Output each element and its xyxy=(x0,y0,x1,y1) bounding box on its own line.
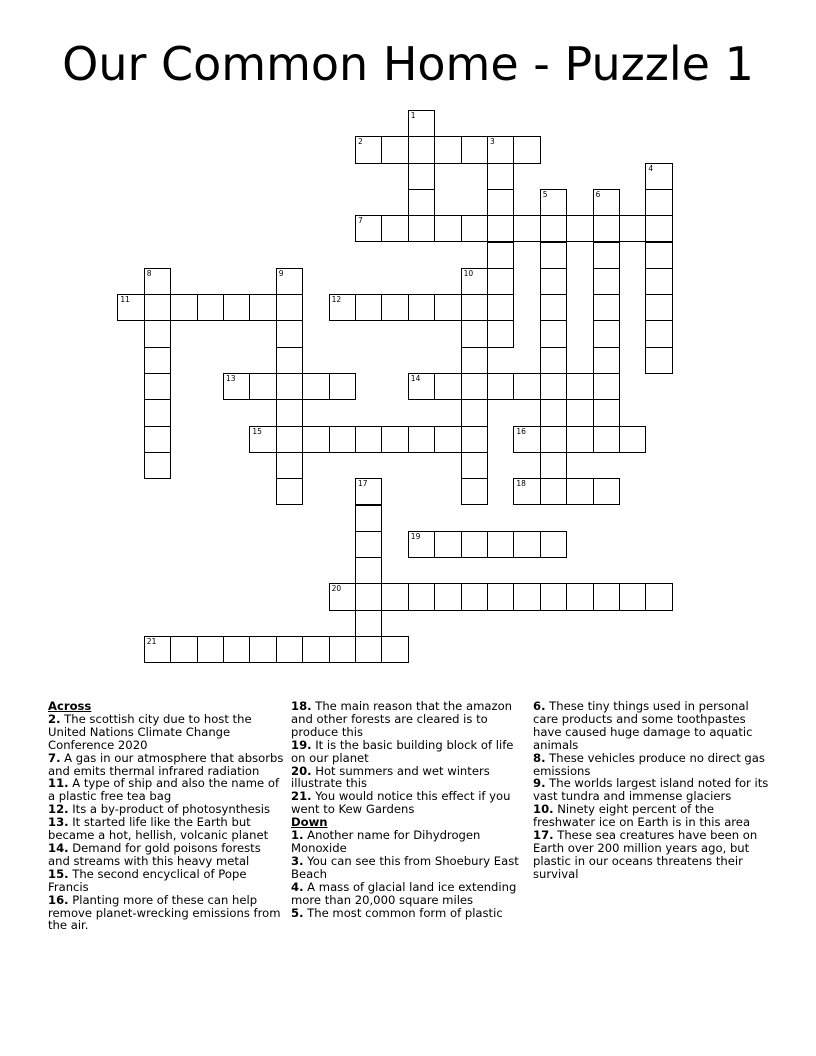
clue-number-label: 14. xyxy=(48,840,69,855)
grid-cell[interactable] xyxy=(144,294,171,321)
clue-text: Planting more of these can help remove planet-wrecking emissions from the air. xyxy=(48,892,281,933)
grid-cell[interactable] xyxy=(276,426,303,453)
grid-cell[interactable] xyxy=(461,399,488,426)
clue-number: 2 xyxy=(358,137,363,147)
grid-cell[interactable] xyxy=(170,294,197,321)
grid-cell[interactable] xyxy=(144,636,171,663)
grid-cell[interactable] xyxy=(355,557,382,584)
grid-cell[interactable] xyxy=(593,478,620,505)
clue-number-label: 5. xyxy=(291,905,304,920)
grid-cell[interactable] xyxy=(381,426,408,453)
clue-number-label: 8. xyxy=(533,750,546,765)
grid-cell[interactable] xyxy=(249,294,276,321)
clue-down xyxy=(291,829,527,855)
grid-cell[interactable] xyxy=(487,136,514,163)
grid-cell[interactable] xyxy=(434,583,461,610)
grid-cell[interactable] xyxy=(461,373,488,400)
clues-column-1 xyxy=(48,700,284,932)
grid-cell[interactable] xyxy=(329,373,356,400)
grid-cell[interactable] xyxy=(540,399,567,426)
grid-cell[interactable] xyxy=(461,320,488,347)
grid-cell[interactable] xyxy=(593,320,620,347)
grid-cell[interactable] xyxy=(355,610,382,637)
clue-text: The most common form of plastic xyxy=(303,905,503,920)
clue-number: 8 xyxy=(146,268,152,278)
grid-cell[interactable] xyxy=(223,294,250,321)
grid-cell[interactable] xyxy=(276,268,303,295)
grid-cell[interactable] xyxy=(434,426,461,453)
grid-cell[interactable] xyxy=(540,268,567,295)
clue-number: 11 xyxy=(120,295,130,305)
grid-cell[interactable] xyxy=(461,452,488,479)
grid-cell[interactable] xyxy=(408,163,435,190)
clue-down xyxy=(533,829,769,881)
grid-cell[interactable] xyxy=(381,583,408,610)
grid-cell[interactable] xyxy=(487,189,514,216)
clue-number-label: 3. xyxy=(291,853,304,868)
grid-cell[interactable] xyxy=(223,636,250,663)
grid-cell[interactable] xyxy=(329,294,356,321)
grid-cell[interactable] xyxy=(513,531,540,558)
grid-cell[interactable] xyxy=(144,347,171,374)
grid-cell[interactable] xyxy=(144,452,171,479)
clue-number: 6 xyxy=(595,189,601,199)
grid-cell[interactable] xyxy=(197,636,224,663)
grid-cell[interactable] xyxy=(540,189,567,216)
clue-text: A mass of glacial land ice extending more than 20,000 square miles xyxy=(291,879,517,907)
grid-cell[interactable] xyxy=(645,215,672,242)
grid-cell[interactable] xyxy=(487,294,514,321)
grid-cell[interactable] xyxy=(487,373,514,400)
grid-cell[interactable] xyxy=(329,426,356,453)
grid-cell[interactable] xyxy=(302,636,329,663)
grid-cell[interactable] xyxy=(408,215,435,242)
grid-cell[interactable] xyxy=(619,215,646,242)
clue-text: It started life like the Earth but became a hot, hellish, volcanic planet xyxy=(48,815,269,843)
grid-cell[interactable] xyxy=(619,583,646,610)
clue-across xyxy=(291,739,527,765)
clue-number-label: 20. xyxy=(291,763,312,778)
clue-number: 21 xyxy=(146,637,157,646)
clue-number-label: 9. xyxy=(533,776,546,791)
grid-cell[interactable] xyxy=(513,215,540,242)
grid-cell[interactable] xyxy=(513,583,540,610)
grid-cell[interactable] xyxy=(355,505,382,532)
grid-cell[interactable] xyxy=(487,531,514,558)
grid-cell[interactable] xyxy=(249,373,276,400)
clue-across xyxy=(48,713,284,752)
clue-down xyxy=(533,777,769,803)
grid-cell[interactable] xyxy=(276,294,303,321)
clue-number-label: 11. xyxy=(48,776,69,791)
grid-cell[interactable] xyxy=(461,347,488,374)
grid-cell[interactable] xyxy=(144,268,171,295)
grid-cell[interactable] xyxy=(355,636,382,663)
grid-cell[interactable] xyxy=(645,163,672,190)
grid-cell[interactable] xyxy=(645,320,672,347)
grid-cell[interactable] xyxy=(487,268,514,295)
clue-text: A type of ship and also the name of a plastic free tea bag xyxy=(48,776,280,804)
clue-text: These vehicles produce no direct gas emissions xyxy=(533,750,765,778)
clue-text: These tiny things used in personal care products and some toothpastes have caused huge damage to aquatic animals xyxy=(533,699,753,752)
grid-cell[interactable] xyxy=(408,136,435,163)
clue-number-label: 19. xyxy=(291,737,312,752)
grid-cell[interactable] xyxy=(540,478,567,505)
grid-cell[interactable] xyxy=(619,426,646,453)
grid-cell[interactable] xyxy=(540,347,567,374)
clue-down xyxy=(533,700,769,752)
grid-cell[interactable] xyxy=(276,399,303,426)
clue-text: The main reason that the amazon and other forests are cleared is to produce this xyxy=(291,699,513,739)
grid-cell[interactable] xyxy=(276,636,303,663)
clue-number: 17 xyxy=(358,479,368,489)
grid-cell[interactable] xyxy=(408,110,435,137)
grid-cell[interactable] xyxy=(144,399,171,426)
clue-text: The scottish city due to host the United Nations Climate Change Conference 2020 xyxy=(48,711,252,752)
clue-number-label: 18. xyxy=(291,699,312,713)
clues-column-3 xyxy=(533,700,769,881)
clue-number: 12 xyxy=(331,295,342,305)
clue-text: Another name for Dihydrogen Monoxide xyxy=(291,828,481,855)
clues-column-2 xyxy=(291,700,527,919)
grid-cell[interactable] xyxy=(540,320,567,347)
clue-number: 14 xyxy=(410,374,421,383)
clue-number-label: 4. xyxy=(291,879,304,894)
clue-text: The second encyclical of Pope Francis xyxy=(48,866,247,894)
grid-cell[interactable] xyxy=(645,347,672,374)
clue-across xyxy=(291,700,527,739)
grid-cell[interactable] xyxy=(355,478,382,505)
grid-cell[interactable] xyxy=(540,215,567,242)
clue-text: Hot summers and wet winters illustrate this xyxy=(291,763,490,791)
clue-number-label: 21. xyxy=(291,789,312,804)
grid-cell[interactable] xyxy=(645,583,672,610)
clue-text: It is the basic building block of life on our planet xyxy=(291,737,514,765)
grid-cell[interactable] xyxy=(593,242,620,269)
clue-number: 16 xyxy=(516,426,526,436)
grid-cell[interactable] xyxy=(276,347,303,374)
grid-cell[interactable] xyxy=(645,242,672,269)
grid-cell[interactable] xyxy=(593,373,620,400)
grid-cell[interactable] xyxy=(540,583,567,610)
clue-number-label: 12. xyxy=(48,802,69,817)
clue-number-label: 6. xyxy=(533,699,546,713)
grid-cell[interactable] xyxy=(593,189,620,216)
clue-number: 20 xyxy=(331,584,342,594)
grid-cell[interactable] xyxy=(381,636,408,663)
clue-number: 4 xyxy=(648,163,654,173)
grid-cell[interactable] xyxy=(540,426,567,453)
down-heading: Down xyxy=(291,815,328,830)
clue-text: Its a by-product of photosynthesis xyxy=(68,802,271,817)
clue-number: 9 xyxy=(278,268,284,278)
clue-number: 5 xyxy=(542,189,548,199)
grid-cell[interactable] xyxy=(487,242,514,269)
grid-cell[interactable] xyxy=(408,583,435,610)
grid-cell[interactable] xyxy=(566,583,593,610)
clue-down xyxy=(533,803,769,829)
grid-cell[interactable] xyxy=(593,294,620,321)
grid-cell[interactable] xyxy=(540,294,567,321)
grid-cell[interactable] xyxy=(461,294,488,321)
page-title: Our Common Home - Puzzle 1 xyxy=(62,37,754,91)
grid-cell[interactable] xyxy=(645,268,672,295)
grid-cell[interactable] xyxy=(355,136,382,163)
clue-across xyxy=(48,816,284,842)
clue-number-label: 17. xyxy=(533,828,554,843)
grid-cell[interactable] xyxy=(593,215,620,242)
grid-cell[interactable] xyxy=(593,399,620,426)
grid-cell[interactable] xyxy=(540,452,567,479)
clue-text: The worlds largest island noted for its vast tundra and immense glaciers xyxy=(533,776,769,804)
clue-number-label: 2. xyxy=(48,711,61,726)
clue-down xyxy=(291,855,527,881)
clue-number-label: 13. xyxy=(48,815,69,830)
clue-text: Demand for gold poisons forests and streams with this heavy metal xyxy=(48,840,261,868)
grid-cell[interactable] xyxy=(645,294,672,321)
grid-cell[interactable] xyxy=(487,583,514,610)
grid-cell[interactable] xyxy=(593,426,620,453)
clue-number-label: 16. xyxy=(48,892,69,907)
grid-cell[interactable] xyxy=(408,373,435,400)
grid-cell[interactable] xyxy=(249,426,276,453)
grid-cell[interactable] xyxy=(593,583,620,610)
grid-cell[interactable] xyxy=(381,294,408,321)
clue-text: You would notice this effect if you went to Kew Gardens xyxy=(291,789,511,817)
grid-cell[interactable] xyxy=(117,294,144,321)
clue-number: 18 xyxy=(516,479,526,489)
grid-cell[interactable] xyxy=(381,215,408,242)
clue-number-label: 15. xyxy=(48,866,69,881)
grid-cell[interactable] xyxy=(434,136,461,163)
grid-cell[interactable] xyxy=(566,478,593,505)
grid-cell[interactable] xyxy=(355,294,382,321)
grid-cell[interactable] xyxy=(461,531,488,558)
grid-cell[interactable] xyxy=(408,294,435,321)
clue-number: 15 xyxy=(252,426,262,436)
clue-across xyxy=(48,868,284,894)
grid-cell[interactable] xyxy=(513,478,540,505)
grid-cell[interactable] xyxy=(434,215,461,242)
grid-cell[interactable] xyxy=(487,163,514,190)
grid-cell[interactable] xyxy=(276,320,303,347)
clue-text: A gas in our atmosphere that absorbs and emits thermal infrared radiation xyxy=(48,750,284,778)
clue-number-label: 1. xyxy=(291,828,304,843)
grid-cell[interactable] xyxy=(487,320,514,347)
clue-text: You can see this from Shoebury East Beach xyxy=(291,853,519,881)
grid-cell[interactable] xyxy=(434,294,461,321)
grid-cell[interactable] xyxy=(302,373,329,400)
clue-text: Ninety eight percent of the freshwater ice on Earth is in this area xyxy=(533,802,751,830)
grid-cell[interactable] xyxy=(144,426,171,453)
clue-number: 10 xyxy=(463,268,474,278)
grid-cell[interactable] xyxy=(487,215,514,242)
clue-across xyxy=(291,790,527,816)
grid-cell[interactable] xyxy=(249,636,276,663)
clue-across xyxy=(48,777,284,803)
grid-cell[interactable] xyxy=(408,189,435,216)
clue-text: These sea creatures have been on Earth over 200 million years ago, but plastic in our oceans threatens their survival xyxy=(533,828,758,881)
grid-cell[interactable] xyxy=(144,373,171,400)
grid-cell[interactable] xyxy=(276,478,303,505)
grid-cell[interactable] xyxy=(461,136,488,163)
grid-cell[interactable] xyxy=(461,426,488,453)
grid-cell[interactable] xyxy=(355,215,382,242)
grid-cell[interactable] xyxy=(329,583,356,610)
grid-cell[interactable] xyxy=(513,136,540,163)
grid-cell[interactable] xyxy=(540,373,567,400)
across-heading: Across xyxy=(48,699,92,713)
clue-number: 19 xyxy=(410,531,421,541)
grid-cell[interactable] xyxy=(381,136,408,163)
grid-cell[interactable] xyxy=(593,347,620,374)
clue-number-label: 7. xyxy=(48,750,61,765)
grid-cell[interactable] xyxy=(276,373,303,400)
grid-cell[interactable] xyxy=(645,189,672,216)
grid-cell[interactable] xyxy=(540,242,567,269)
grid-cell[interactable] xyxy=(566,426,593,453)
clue-across xyxy=(48,752,284,778)
grid-cell[interactable] xyxy=(170,636,197,663)
clue-across xyxy=(291,765,527,791)
grid-cell[interactable] xyxy=(593,268,620,295)
clue-down xyxy=(533,752,769,778)
grid-cell[interactable] xyxy=(276,452,303,479)
grid-cell[interactable] xyxy=(302,426,329,453)
grid-cell[interactable] xyxy=(461,583,488,610)
grid-cell[interactable] xyxy=(355,583,382,610)
grid-cell[interactable] xyxy=(434,531,461,558)
grid-cell[interactable] xyxy=(223,373,250,400)
grid-cell[interactable] xyxy=(355,531,382,558)
clue-across xyxy=(48,842,284,868)
grid-cell[interactable] xyxy=(355,426,382,453)
grid-cell[interactable] xyxy=(408,531,435,558)
clue-number: 7 xyxy=(358,216,363,226)
grid-cell[interactable] xyxy=(461,478,488,505)
grid-cell[interactable] xyxy=(144,320,171,347)
clue-number: 13 xyxy=(226,374,236,383)
clue-number-label: 10. xyxy=(533,802,554,817)
grid-cell[interactable] xyxy=(197,294,224,321)
grid-cell[interactable] xyxy=(513,426,540,453)
grid-cell[interactable] xyxy=(513,373,540,400)
clue-number: 1 xyxy=(410,111,416,120)
grid-cell[interactable] xyxy=(461,215,488,242)
grid-cell[interactable] xyxy=(408,426,435,453)
clue-down xyxy=(291,907,527,920)
grid-cell[interactable] xyxy=(566,373,593,400)
grid-cell[interactable] xyxy=(461,268,488,295)
grid-cell[interactable] xyxy=(566,215,593,242)
grid-cell[interactable] xyxy=(434,373,461,400)
grid-cell[interactable] xyxy=(329,636,356,663)
clue-across xyxy=(48,894,284,933)
clue-number: 3 xyxy=(490,137,495,147)
clue-down xyxy=(291,881,527,907)
grid-cell[interactable] xyxy=(540,531,567,558)
